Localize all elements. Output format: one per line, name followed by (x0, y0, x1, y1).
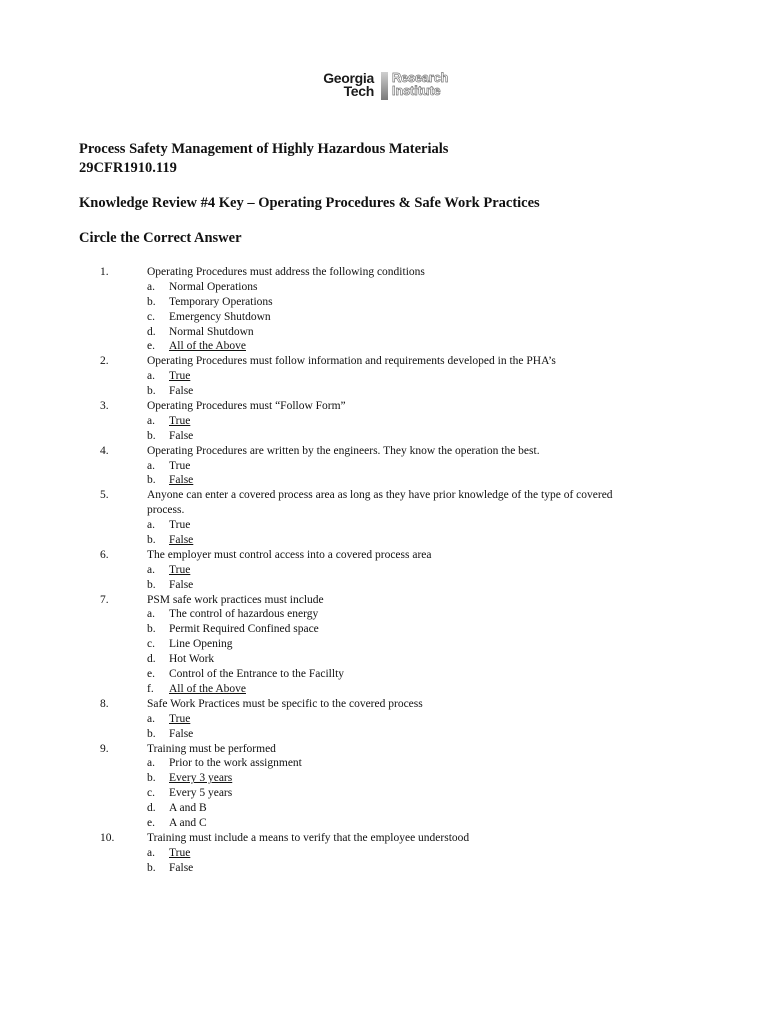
option-letter: d. (147, 653, 156, 666)
answer-option (0, 339, 768, 354)
question-number: 6. (100, 548, 109, 561)
logo-text-georgia: Georgia (323, 70, 374, 86)
correct-answer-text: True (169, 370, 191, 383)
option-letter: b. (147, 772, 156, 785)
question-list (0, 265, 768, 876)
answer-option (0, 578, 768, 593)
question-text: process. (147, 504, 185, 517)
answer-option (0, 786, 768, 801)
answer-option (0, 325, 768, 340)
correct-answer-text: All of the Above (169, 340, 246, 353)
option-text: Every 5 years (169, 787, 233, 800)
answer-option (0, 459, 768, 474)
answer-option (0, 771, 768, 786)
question-text: Training must include a means to verify that the employee understood (147, 831, 470, 844)
answer-option (0, 861, 768, 876)
question-number: 1. (100, 266, 109, 278)
question-number: 7. (100, 593, 109, 606)
answer-option (0, 429, 768, 444)
option-text: True (169, 459, 191, 472)
option-text: Normal Operations (169, 280, 258, 293)
option-text: False (169, 429, 194, 442)
option-letter: c. (147, 310, 155, 323)
answer-option (0, 384, 768, 399)
question-text: Operating Procedures must follow information and requirements developed in the PHA’s (147, 355, 556, 368)
option-letter: b. (147, 385, 156, 398)
option-letter: e. (147, 340, 155, 353)
correct-answer-text: True (169, 563, 191, 576)
question-line (0, 548, 768, 563)
instruction-heading: Circle the Correct Answer (79, 230, 242, 246)
option-text: Permit Required Confined space (169, 623, 319, 636)
option-letter: d. (147, 325, 156, 338)
option-text: A and B (169, 802, 207, 815)
option-text: Normal Shutdown (169, 325, 254, 338)
option-letter: b. (147, 727, 156, 740)
logo-text-tech: Tech (343, 83, 374, 99)
option-text: Emergency Shutdown (169, 310, 271, 323)
option-letter: b. (147, 534, 156, 547)
answer-option (0, 369, 768, 384)
correct-answer-text: True (169, 846, 191, 859)
answer-option (0, 727, 768, 742)
answer-option (0, 563, 768, 578)
question-text: Operating Procedures must “Follow Form” (147, 400, 346, 413)
option-letter: a. (147, 757, 155, 770)
answer-option (0, 533, 768, 548)
option-letter: a. (147, 519, 155, 532)
question-line (0, 831, 768, 846)
question-line (0, 354, 768, 369)
question-line (0, 742, 768, 757)
option-text: True (169, 519, 191, 532)
option-text: False (169, 861, 194, 874)
question-text: PSM safe work practices must include (147, 593, 324, 606)
question-number: 3. (100, 400, 109, 413)
question-number: 4. (100, 444, 109, 457)
correct-answer-text: False (169, 474, 194, 487)
question-line (0, 444, 768, 459)
question-line (0, 593, 768, 608)
answer-option (0, 756, 768, 771)
option-letter: b. (147, 474, 156, 487)
georgia-tech-research-institute-logo (308, 72, 468, 108)
option-letter: b. (147, 295, 156, 308)
answer-option (0, 295, 768, 310)
option-letter: a. (147, 608, 155, 621)
question-line (0, 697, 768, 712)
regulation-code: 29CFR1910.119 (79, 160, 177, 176)
option-letter: a. (147, 712, 155, 725)
option-letter: a. (147, 370, 155, 383)
answer-option (0, 607, 768, 622)
correct-answer-text: Every 3 years (169, 772, 233, 785)
option-letter: b. (147, 623, 156, 636)
option-text: Hot Work (169, 653, 215, 666)
answer-option (0, 801, 768, 816)
option-text: The control of hazardous energy (169, 608, 319, 621)
logo-left-text (308, 72, 374, 98)
option-text: Prior to the work assignment (169, 757, 302, 770)
option-text: False (169, 385, 194, 398)
correct-answer-text: True (169, 712, 191, 725)
option-letter: c. (147, 638, 155, 651)
option-letter: b. (147, 578, 156, 591)
question-number: 2. (100, 355, 109, 368)
document-title: Process Safety Management of Highly Hazardous Materials (79, 141, 449, 157)
option-text: Line Opening (169, 638, 233, 651)
option-letter: a. (147, 846, 155, 859)
option-letter: e. (147, 816, 155, 829)
answer-option (0, 816, 768, 831)
option-letter: f. (147, 682, 154, 695)
option-letter: a. (147, 563, 155, 576)
correct-answer-text: False (169, 534, 194, 547)
option-letter: c. (147, 787, 155, 800)
question-text: Safe Work Practices must be specific to the covered process (147, 697, 423, 710)
option-letter: b. (147, 861, 156, 874)
answer-option (0, 280, 768, 295)
logo-right-text (392, 72, 472, 98)
option-letter: a. (147, 280, 155, 293)
answer-option (0, 473, 768, 488)
logo-text-institute: Institute (392, 84, 441, 98)
question-line (0, 399, 768, 414)
question-number: 10. (100, 831, 115, 844)
question-text: Operating Procedures must address the following conditions (147, 266, 425, 278)
question-number: 5. (100, 489, 109, 502)
option-text: A and C (169, 816, 207, 829)
answer-option (0, 414, 768, 429)
question-text: Operating Procedures are written by the engineers. They know the operation the best. (147, 444, 540, 457)
question-text: The employer must control access into a covered process area (147, 548, 432, 561)
question-text: Training must be performed (147, 742, 276, 755)
answer-option (0, 667, 768, 682)
answer-option (0, 518, 768, 533)
question-number: 8. (100, 697, 109, 710)
option-text: Control of the Entrance to the Facillty (169, 668, 345, 681)
option-text: False (169, 727, 194, 740)
question-line (0, 265, 768, 280)
logo-text-research: Research (392, 71, 449, 85)
answer-option (0, 712, 768, 727)
answer-option (0, 652, 768, 667)
question-line (0, 503, 768, 518)
option-letter: a. (147, 459, 155, 472)
answer-option (0, 622, 768, 637)
question-number: 9. (100, 742, 109, 755)
option-letter: e. (147, 668, 155, 681)
option-text: Temporary Operations (169, 295, 273, 308)
option-letter: d. (147, 802, 156, 815)
answer-option (0, 637, 768, 652)
question-line (0, 488, 768, 503)
answer-option (0, 682, 768, 697)
option-text: False (169, 578, 194, 591)
correct-answer-text: All of the Above (169, 682, 246, 695)
answer-option (0, 310, 768, 325)
document-subtitle: Knowledge Review #4 Key – Operating Procedures & Safe Work Practices (79, 195, 540, 211)
option-letter: a. (147, 414, 155, 427)
correct-answer-text: True (169, 414, 191, 427)
question-text: Anyone can enter a covered process area as long as they have prior knowledge of the type of covered (147, 489, 613, 502)
option-letter: b. (147, 429, 156, 442)
answer-option (0, 846, 768, 861)
logo-tower-icon (381, 72, 388, 100)
